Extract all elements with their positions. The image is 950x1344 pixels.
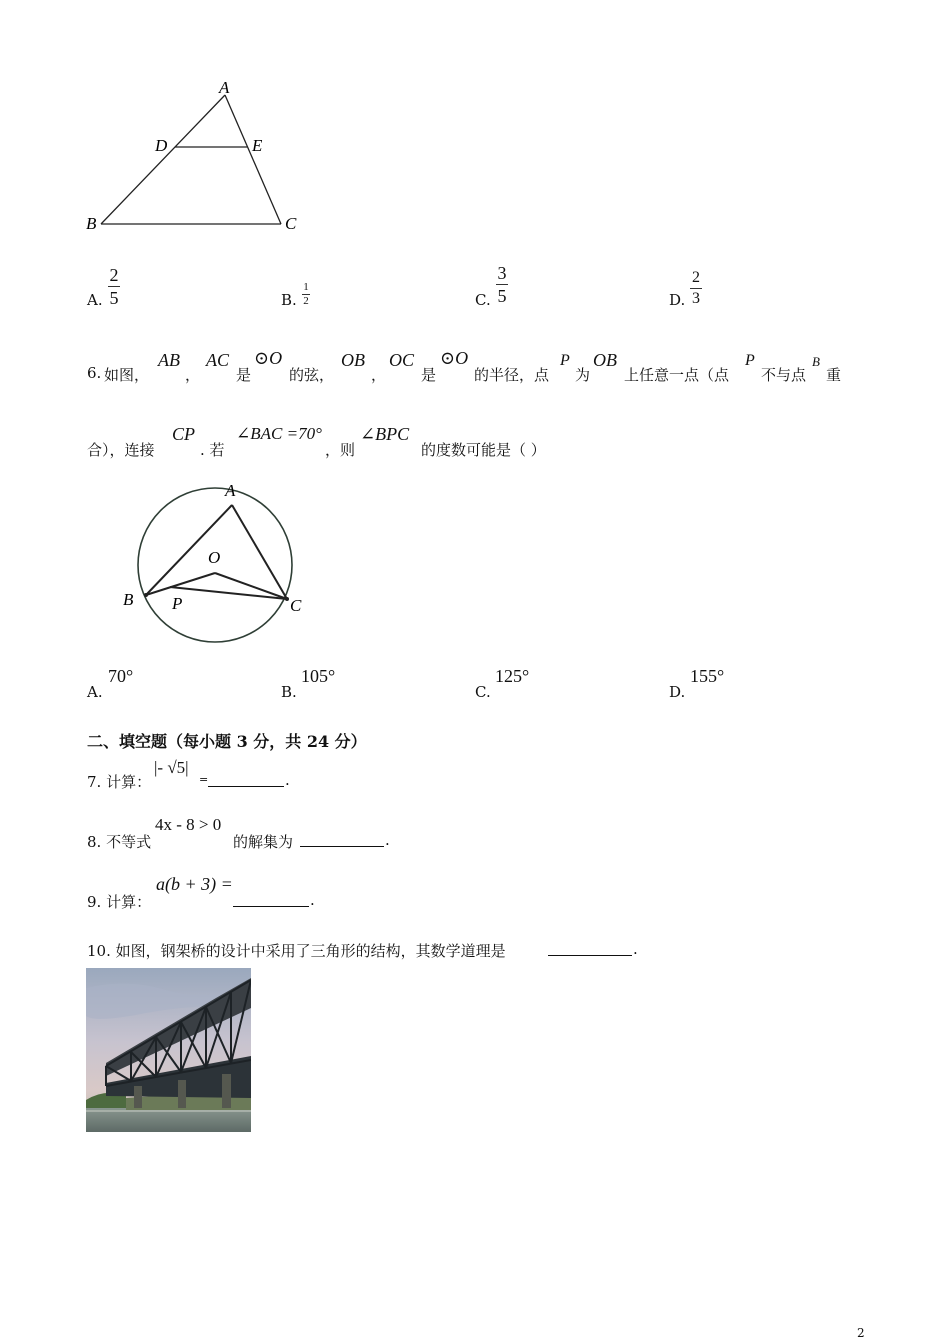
fraction: 2 3: [692, 269, 700, 307]
label-C: C: [285, 214, 297, 233]
fraction: 1 2: [303, 281, 309, 307]
fraction: 2 5: [109, 265, 119, 308]
page-number: 2: [857, 1326, 865, 1340]
answer-blank[interactable]: [208, 772, 284, 787]
label-B: B: [123, 590, 134, 609]
section-heading: 二、填空题（每小题 3 分，共 24 分）: [87, 732, 367, 751]
label-D: D: [155, 136, 168, 155]
answer-blank[interactable]: [233, 892, 309, 907]
answer-blank[interactable]: [548, 941, 632, 956]
label-A: A: [225, 481, 236, 500]
fraction: 3 5: [497, 263, 507, 306]
triangle-figure: [80, 75, 320, 240]
answer-blank[interactable]: [300, 832, 384, 847]
label-P: P: [172, 594, 183, 613]
circle-figure: [118, 478, 328, 653]
label-O: O: [208, 548, 221, 567]
label-B: B: [86, 214, 97, 233]
bridge-photo: [86, 968, 251, 1132]
label-A: A: [219, 78, 230, 97]
label-E: E: [252, 136, 263, 155]
label-C: C: [290, 596, 302, 615]
